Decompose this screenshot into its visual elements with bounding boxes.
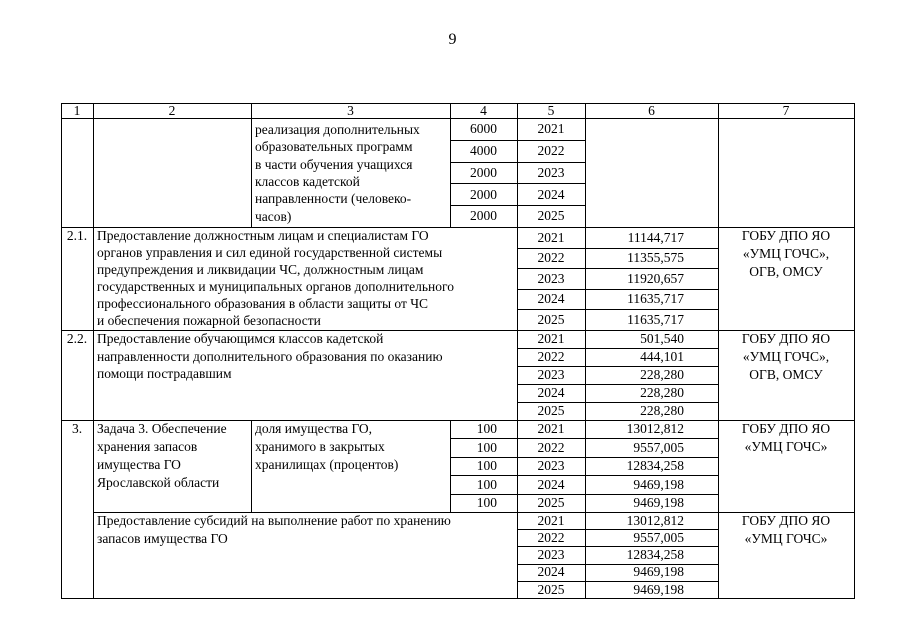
measure-text: государственных и муниципальных органов дополнительного	[97, 278, 454, 294]
measure-text: предупреждения и ликвидации ЧС, должностным лицам	[97, 261, 424, 277]
amount-cell: 13012,812	[626, 421, 684, 436]
year-cell: 2024	[537, 187, 565, 202]
amount-cell: 9469,198	[633, 582, 684, 597]
target-value: 2000	[470, 187, 497, 202]
subrow-rule	[517, 268, 719, 269]
measure-text: запасов имущества ГО	[97, 531, 228, 546]
year-cell: 2022	[537, 349, 565, 364]
column-header-4: 4	[480, 103, 487, 118]
amount-cell: 9557,005	[633, 440, 684, 455]
target-value: 100	[476, 458, 497, 473]
year-cell: 2024	[537, 291, 565, 306]
target-value: 4000	[470, 143, 497, 158]
target-value: 2000	[470, 208, 497, 223]
indicator-text: хранилищах (процентов)	[255, 457, 399, 472]
column-header-3: 3	[347, 103, 354, 118]
year-cell: 2021	[537, 513, 565, 528]
year-cell: 2023	[537, 271, 565, 286]
executor-text: ГОБУ ДПО ЯО	[741, 228, 831, 243]
executor-text: ОГВ, ОМСУ	[749, 264, 823, 279]
column-rule	[93, 227, 94, 331]
year-cell: 2022	[537, 530, 565, 545]
measure-text: направленности дополнительного образования по оказанию	[97, 348, 443, 364]
executor-text: ГОБУ ДПО ЯО	[741, 513, 831, 528]
column-rule	[251, 118, 252, 228]
year-cell: 2025	[537, 495, 565, 510]
year-cell: 2025	[537, 403, 565, 418]
indicator-text: часов)	[255, 208, 292, 224]
column-rule	[718, 118, 719, 228]
indicator-text: образовательных программ	[255, 139, 413, 155]
year-cell: 2022	[537, 250, 565, 265]
amount-cell: 12834,258	[626, 458, 684, 473]
amount-cell: 11920,657	[627, 271, 684, 286]
year-cell: 2022	[537, 440, 565, 455]
measure-text: Предоставление обучающимся классов кадетской	[97, 331, 384, 346]
amount-cell: 9469,198	[633, 477, 684, 492]
indicator-text: классов кадетской	[255, 173, 360, 189]
indicator-text: доля имущества ГО,	[255, 421, 373, 436]
target-value: 6000	[470, 121, 497, 136]
year-cell: 2021	[537, 230, 565, 245]
subrow-rule	[450, 162, 586, 163]
task-text: Задача 3. Обеспечение	[97, 421, 227, 436]
column-rule	[585, 118, 586, 228]
column-rule	[93, 330, 94, 421]
amount-cell: 228,280	[640, 385, 684, 400]
target-value: 100	[476, 477, 497, 492]
column-rule	[93, 420, 94, 513]
year-cell: 2023	[537, 165, 565, 180]
year-cell: 2024	[537, 477, 565, 492]
year-cell: 2025	[537, 208, 565, 223]
table-border-right	[854, 103, 855, 599]
column-rule	[251, 420, 252, 513]
indicator-text: направленности (человеко-	[255, 191, 412, 207]
column-rule	[93, 118, 94, 228]
executor-text: ГОБУ ДПО ЯО	[741, 331, 831, 346]
year-cell: 2025	[537, 582, 565, 597]
amount-cell: 11635,717	[627, 291, 684, 306]
year-cell: 2022	[537, 143, 565, 158]
indicator-text: реализация дополнительных	[255, 122, 420, 137]
measure-text: и обеспечения пожарной безопасности	[97, 312, 321, 328]
measure-text: профессионального образования в области защиты от ЧС	[97, 295, 429, 311]
amount-cell: 13012,812	[626, 513, 684, 528]
task-text: Ярославской области	[97, 475, 220, 490]
subrow-rule	[450, 140, 586, 141]
year-cell: 2024	[537, 564, 565, 579]
indicator-text: в части обучения учащихся	[255, 156, 413, 172]
year-cell: 2024	[537, 385, 565, 400]
task-text: хранения запасов	[97, 439, 198, 454]
measure-text: Предоставление должностным лицам и специалистам ГО	[97, 228, 429, 243]
column-header-1: 1	[73, 103, 81, 118]
column-header-7: 7	[782, 103, 790, 118]
amount-cell: 12834,258	[626, 547, 684, 562]
year-cell: 2021	[537, 331, 565, 346]
amount-cell: 228,280	[640, 367, 684, 382]
amount-cell: 11635,717	[627, 312, 684, 327]
measure-text: помощи пострадавшим	[97, 366, 232, 381]
year-cell: 2023	[537, 458, 565, 473]
target-value: 100	[476, 440, 497, 455]
table-border-bottom	[61, 598, 855, 599]
amount-cell: 444,101	[640, 349, 684, 364]
target-value: 100	[476, 495, 497, 510]
column-header-5: 5	[547, 103, 555, 118]
year-cell: 2021	[537, 121, 565, 136]
measure-text: Предоставление субсидий на выполнение работ по хранению	[97, 513, 451, 528]
subrow-rule	[450, 205, 586, 206]
executor-text: «УМЦ ГОЧС»,	[742, 349, 830, 364]
executor-text: «УМЦ ГОЧС»	[744, 439, 828, 454]
column-rule	[93, 512, 94, 599]
subrow-rule	[450, 183, 586, 184]
executor-text: ОГВ, ОМСУ	[749, 367, 823, 382]
amount-cell: 9557,005	[633, 530, 684, 545]
table-border-left	[61, 103, 62, 599]
column-header-2: 2	[168, 103, 176, 118]
year-cell: 2023	[537, 367, 565, 382]
executor-text: «УМЦ ГОЧС»,	[742, 246, 830, 261]
amount-cell: 228,280	[640, 403, 684, 418]
amount-cell: 9469,198	[633, 495, 684, 510]
measure-text: органов управления и сил единой государственной системы	[97, 244, 443, 260]
executor-text: ГОБУ ДПО ЯО	[741, 421, 831, 436]
column-header-6: 6	[648, 103, 655, 118]
target-value: 2000	[470, 165, 497, 180]
target-value: 100	[476, 421, 497, 436]
year-cell: 2021	[537, 421, 565, 436]
task-text: имущества ГО	[97, 457, 181, 472]
page-number: 9	[448, 31, 457, 48]
amount-cell: 501,540	[640, 331, 684, 346]
year-cell: 2025	[537, 312, 565, 327]
year-cell: 2023	[537, 547, 565, 562]
indicator-text: хранимого в закрытых	[255, 439, 385, 454]
row-number: 3.	[71, 421, 83, 436]
amount-cell: 11144,717	[627, 230, 684, 245]
row-number: 2.1.	[66, 228, 88, 243]
amount-cell: 11355,575	[627, 250, 684, 265]
row-number: 2.2.	[66, 331, 88, 346]
executor-text: «УМЦ ГОЧС»	[744, 531, 828, 546]
subrow-rule	[517, 309, 719, 310]
amount-cell: 9469,198	[633, 564, 684, 579]
